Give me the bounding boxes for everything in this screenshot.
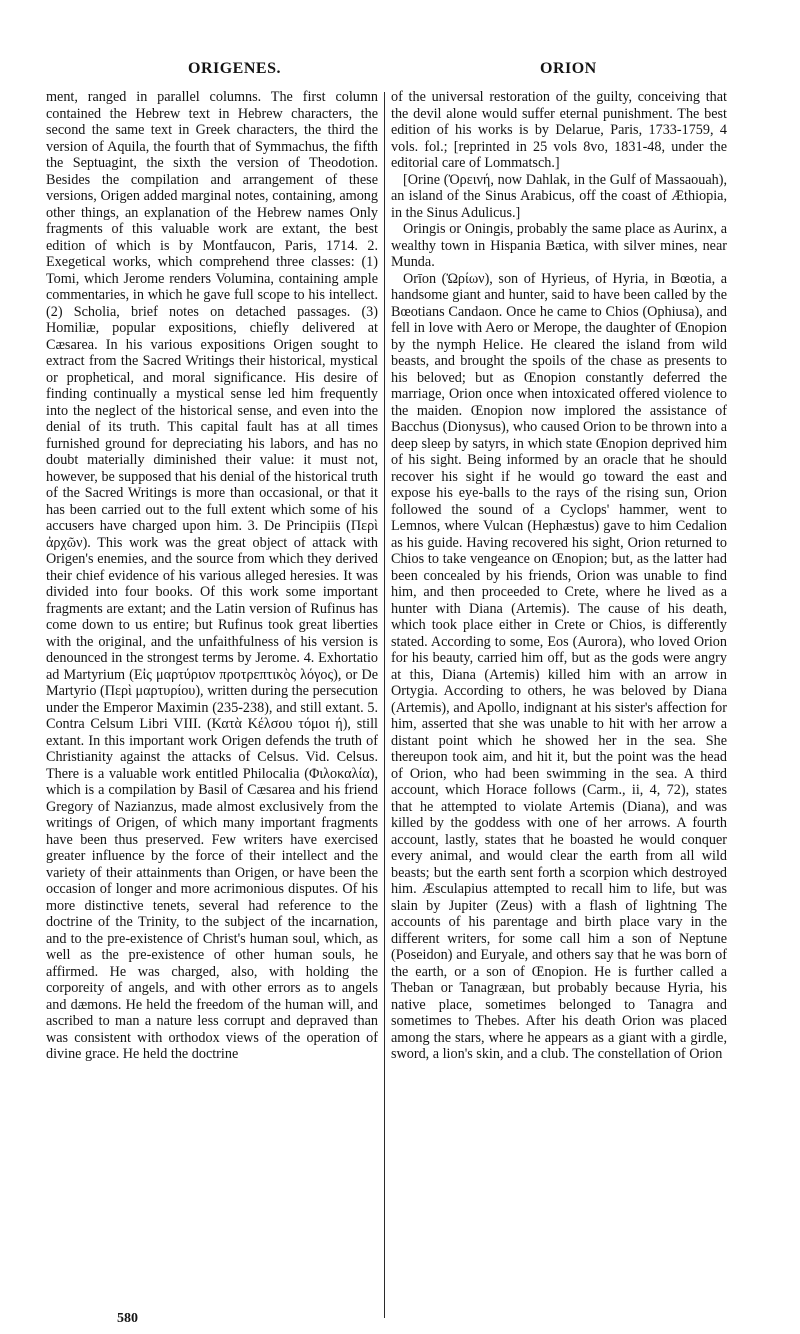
left-column (46, 89, 378, 1063)
entry-oringis: Oringis or Oningis, probably the same place as Aurinx, a wealthy town in Hispania Bætica, with silver mines, near Munda. (391, 221, 727, 270)
running-header (0, 60, 800, 84)
header-left-title: ORIGENES. (188, 60, 281, 77)
edition-note-paragraph: of the universal restoration of the guilty, conceiving that the devil alone would suffer eternal punishment. The best edition of his works is by Delarue, Paris, 1733-1759, 4 vols. fol.; [reprinted in 25 vols 8vo, 1831-48, under the editorial care of Lommatsch.] (391, 89, 727, 171)
column-divider (384, 92, 385, 1318)
entry-orine: [Orine (Ὀρεινή, now Dahlak, in the Gulf of Massaouah), an island of the Sinus Arabicus, off the coast of Æthiopia, in the Sinus Adulicus.] (391, 171, 727, 221)
right-column (391, 89, 727, 1063)
entry-orion: Orīon (Ὠρίων), son of Hyrieus, of Hyria, in Bœotia, a handsome giant and hunter, said to have been called by the Bœotians Candaon. Once he came to Chios (Ophiusa), and fell in love with Aero or Merope, the daughter of Œnopion by the nymph Helice. He cleared the island from wild beasts, and brought the spoils of the chase as presents to his beloved; but as Œnopion constantly deferred the marriage, Orion once when intoxicated offered violence to the maiden. Œnopion now implored the assistance of Bacchus (Dionysus), who caused Orion to be thrown into a deep sleep by satyrs, in which state Œnopion deprived him of his sight. Being informed by an oracle that he should recover his sight if he would go toward the east and expose his eye-balls to the rays of the rising sun, Orion followed the sound of a Cyclops' hammer, went to Lemnos, where Vulcan (Hephæstus) gave to him Cedalion as his guide. Having recovered his sight, Orion returned to Chios to take vengeance on Œnopion; but, as the latter had been concealed by his friends, Orion was unable to find him, and then proceeded to Crete, where he lived as a hunter with Diana (Artemis). The cause of his death, which took place either in Crete or Chios, is differently stated. According to some, Eos (Aurora), who loved Orion for his beauty, carried him off, but as the gods were angry at this, Diana (Artemis) killed him with an arrow in Ortygia. According to others, he was beloved by Diana (Artemis), and Apollo, indignant at his sister's affection for him, asserted that she was unable to hit with her arrow a distant point which he showed her in the sea. She thereupon took aim, and hit it, but the point was the head of Orion, who had been swimming in the sea. A third account, which Horace follows (Carm., ii, 4, 72), states that he attempted to violate Artemis (Diana), and was killed by the goddess with one of her arrows. A fourth account, lastly, states that he boasted he would conquer every animal, and would clear the earth from all wild beasts; but the earth sent forth a scorpion which destroyed him. Æsculapius attempted to recall him to life, but was slain by Jupiter (Zeus) with a flash of lightning The accounts of his parentage and birth place vary in the different writers, for some call him a son of Neptune (Poseidon) and Euryale, and others say that he was born of the earth, or a son of Œnopion. He is further called a Theban or Tanagræan, but probably because Hyria, his native place, sometimes belonged to Tanagra and sometimes to Thebes. After his death Orion was placed among the stars, where he appears as a giant with a girdle, sword, a lion's skin, and a club. The constellation of Orion (391, 270, 727, 1062)
header-right-title: ORION (540, 60, 597, 77)
page-number: 580 (117, 1311, 138, 1326)
left-column-paragraph: ment, ranged in parallel columns. The first column contained the Hebrew text in Hebrew characters, the second the same text in Greek characters, the third the version of Aquila, the fourth that of Symmachus, the fifth the Septuagint, the sixth the version of Theodotion. Besides the compilation and arrangement of these versions, Origen added marginal notes, containing, among other things, an explanation of the Hebrew names Only fragments of this valuable work are extant, the best edition of which is by Montfaucon, Paris, 1714. 2. Exegetical works, which comprehend three classes: (1) Tomi, which Jerome renders Volumina, containing ample commentaries, in which he gave full scope to his intellect. (2) Scholia, brief notes on detached passages. (3) Homiliæ, popular expositions, chiefly delivered at Cæsarea. In his various expositions Origen sought to extract from the Sacred Writings their historical, mystical or prophetical, and moral significance. His desire of finding continually a mystical sense led him frequently into the neglect of the historical sense, and even into the denial of its truth. This capital fault has at all times furnished ground for depreciating his labors, and has no doubt materially diminished their value: it must not, however, be supposed that his denial of the historical truth of the Sacred Writings is more than occasional, or that it has been carried out to the full extent which some of his accusers have charged upon him. 3. De Principiis (Περὶ ἀρχῶν). This work was the great object of attack with Origen's enemies, and the source from which they derived their chief evidence of his various alleged heresies. It was divided into four books. Of this work some important fragments are extant; and the Latin version of Rufinus has come down to us entire; but Rufinus took great liberties with the original, and the unfaithfulness of his version is denounced in the strongest terms by Jerome. 4. Exhortatio ad Martyrium (Εἰς μαρτύριον προτρεπτικὸς λόγος), or De Martyrio (Περὶ μαρτυρίου), written during the persecution under the Emperor Maximin (235-238), and still extant. 5. Contra Celsum Libri VIII. (Κατὰ Κέλσου τόμοι ή), still extant. In this important work Origen defends the truth of Christianity against the attacks of Celsus. Vid. Celsus. There is a valuable work entitled Philocalia (Φιλοκαλία), which is a compilation by Basil of Cæsarea and his friend Gregory of Nazianzus, made almost exclusively from the writings of Origen, of which many important fragments have been thus preserved. Few writers have exercised greater influence by the force of their intellect and the variety of their attainments than Origen, or have been the occasion of longer and more acrimonious disputes. Of his more distinctive tenets, several had reference to the doctrine of the Trinity, to the subject of the incarnation, and to the pre-existence of Christ's human soul, which, as well as the pre-existence of other human souls, he affirmed. He was charged, also, with holding the corporeity of angels, and with other errors as to angels and dæmons. He held the freedom of the human will, and ascribed to man a nature less corrupt and depraved than was consistent with orthodox views of the operation of divine grace. He held the doctrine (46, 89, 378, 1062)
